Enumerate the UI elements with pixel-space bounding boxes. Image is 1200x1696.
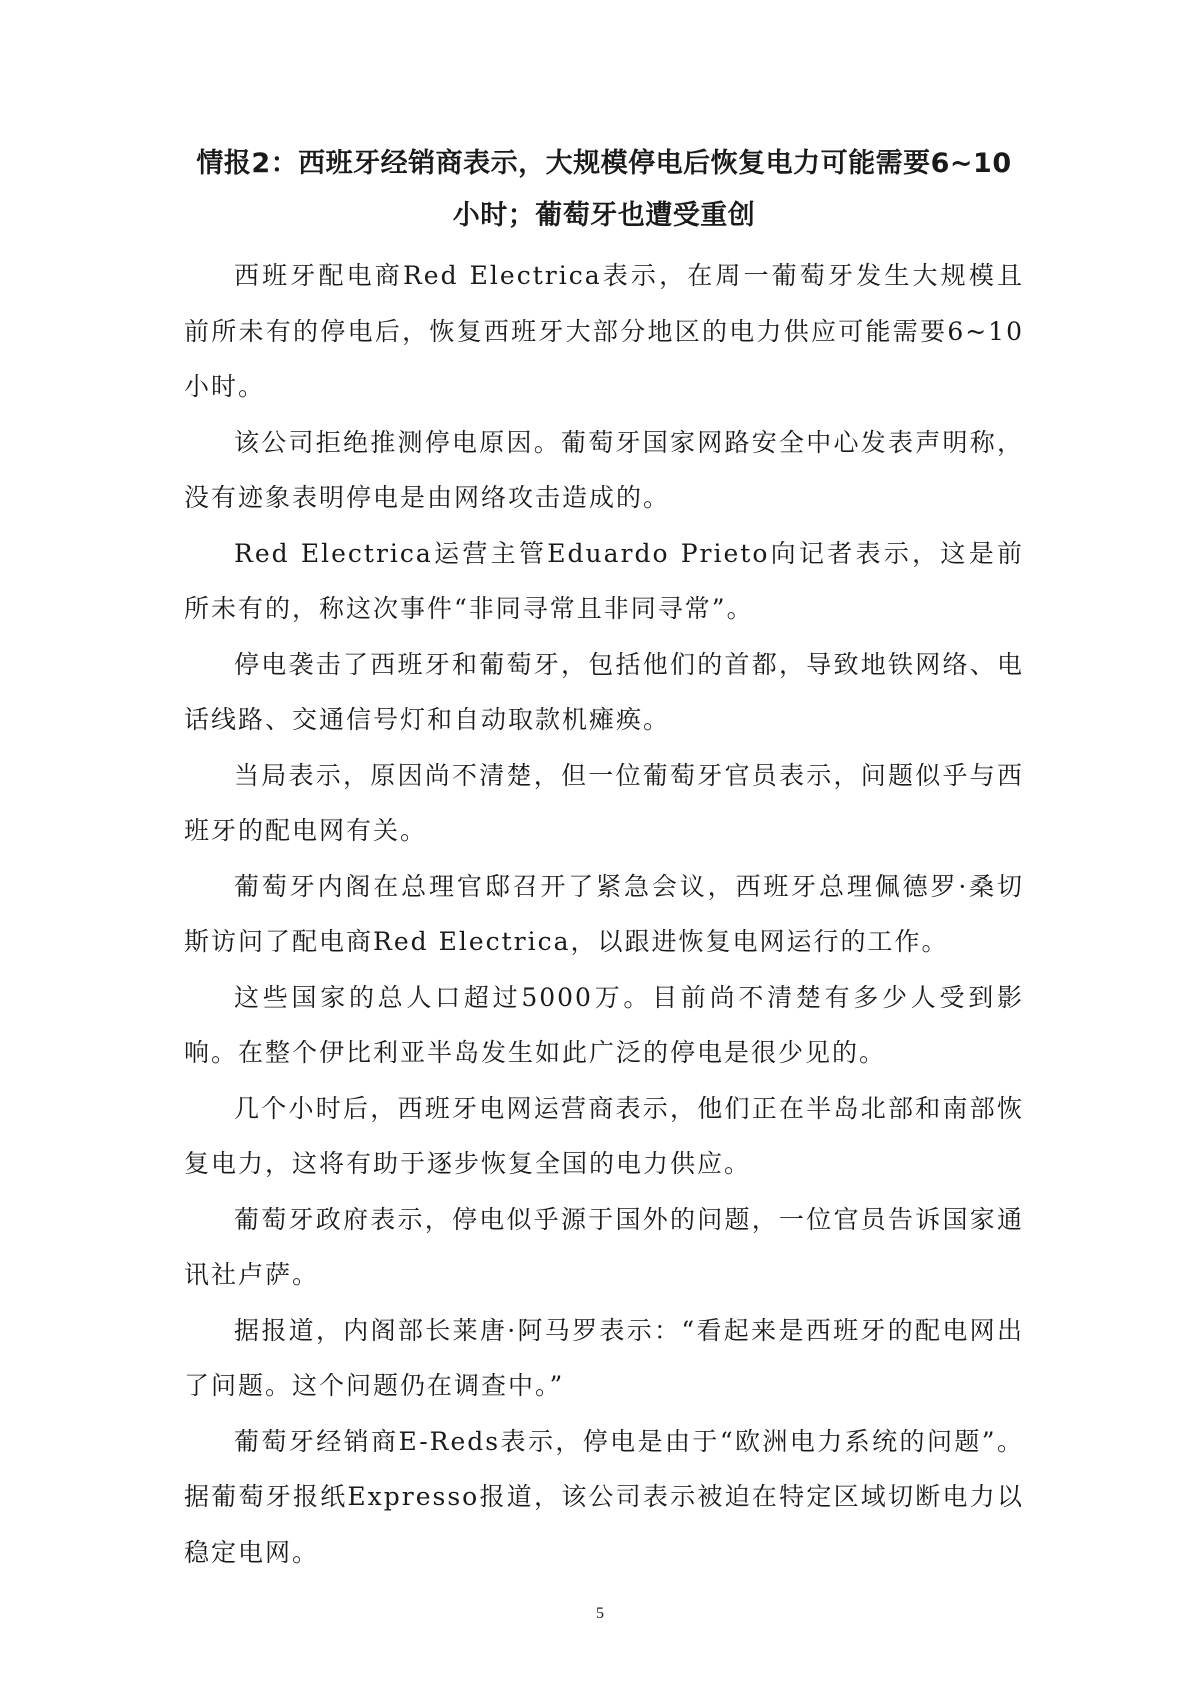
paragraph-6: 葡萄牙内阁在总理官邸召开了紧急会议，西班牙总理佩德罗·桑切斯访问了配电商Red Electrica，以跟进恢复电网运行的工作。 — [184, 871, 1024, 956]
paragraph-8: 几个小时后，西班牙电网运营商表示，他们正在半岛北部和南部恢复电力，这将有助于逐步恢复全国的电力供应。 — [184, 1093, 1024, 1178]
paragraph-10: 据报道，内阁部长莱唐·阿马罗表示：“看起来是西班牙的配电网出了问题。这个问题仍在调查中。” — [184, 1315, 1024, 1400]
paragraph-7: 这些国家的总人口超过5000万。目前尚不清楚有多少人受到影响。在整个伊比利亚半岛发生如此广泛的停电是很少见的。 — [184, 982, 1024, 1067]
paragraph-5: 当局表示，原因尚不清楚，但一位葡萄牙官员表示，问题似乎与西班牙的配电网有关。 — [184, 760, 1024, 845]
paragraph-4: 停电袭击了西班牙和葡萄牙，包括他们的首都，导致地铁网络、电话线路、交通信号灯和自动取款机瘫痪。 — [184, 649, 1024, 734]
document-body — [184, 138, 1024, 1580]
paragraph-1: 西班牙配电商Red Electrica表示，在周一葡萄牙发生大规模且前所未有的停电后，恢复西班牙大部分地区的电力供应可能需要6~10小时。 — [184, 261, 1024, 401]
paragraph-3: Red Electrica运营主管Eduardo Prieto向记者表示，这是前所未有的，称这次事件“非同寻常且非同寻常”。 — [184, 538, 1024, 623]
paragraph-9: 葡萄牙政府表示，停电似乎源于国外的问题，一位官员告诉国家通讯社卢萨。 — [184, 1204, 1024, 1289]
paragraph-11: 葡萄牙经销商E-Reds表示，停电是由于“欧洲电力系统的问题”。据葡萄牙报纸Expresso报道，该公司表示被迫在特定区域切断电力以稳定电网。 — [184, 1426, 1024, 1567]
paragraph-2: 该公司拒绝推测停电原因。葡萄牙国家网路安全中心发表声明称，没有迹象表明停电是由网络攻击造成的。 — [184, 427, 1024, 512]
page-number: 5 — [596, 1605, 604, 1622]
document-title: 情报2：西班牙经销商表示，大规模停电后恢复电力可能需要6~10小时；葡萄牙也遭受重创 — [196, 148, 1012, 231]
